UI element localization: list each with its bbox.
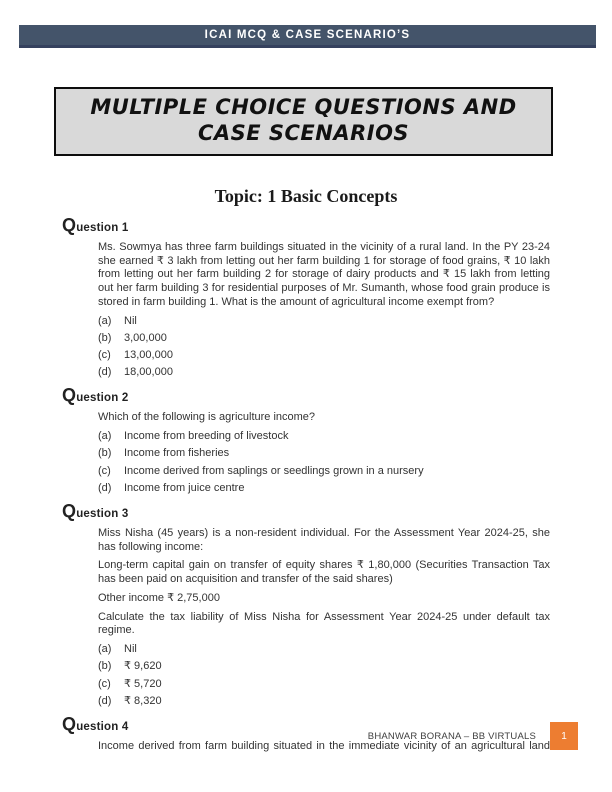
question-3-option-a	[98, 643, 550, 656]
question-3-text-4: Calculate the tax liability of Miss Nisha for Assessment Year 2024-25 under default tax regime.	[98, 610, 550, 637]
option-label: (a)	[98, 642, 112, 655]
question-2-option-d	[98, 482, 550, 495]
question-3-text-3: Other income ₹ 2,75,000	[98, 591, 220, 604]
page-footer	[368, 722, 578, 750]
question-1-option-a	[98, 315, 550, 328]
option-label: (b)	[98, 660, 112, 673]
option-label: (b)	[98, 331, 112, 344]
option-text: ₹ 9,620	[124, 660, 162, 673]
question-3-heading: Question 3	[62, 501, 129, 521]
question-3-option-d	[98, 695, 550, 708]
option-label: (c)	[98, 677, 111, 690]
question-4-text: Income derived from farm building situated in the immediate vicinity of an agricultural land	[98, 739, 550, 752]
option-text: ₹ 8,320	[124, 694, 162, 707]
option-text: Income from fisheries	[124, 447, 230, 460]
question-4-heading: Question 4	[62, 713, 129, 734]
option-label: (d)	[98, 366, 112, 379]
question-2-option-c	[98, 465, 550, 478]
questions-section	[62, 216, 550, 761]
question-3-text-1: Miss Nisha (45 years) is a non-resident individual. For the Assessment Year 2024-25, she has following income:	[98, 527, 550, 553]
question-3-option-b	[98, 660, 550, 673]
question-1-text: Ms. Sowmya has three farm buildings situated in the vicinity of a rural land. In the PY 23-24 she earned ₹ 3 lakh from letting out her farm building 1 for storage of food grains, ₹ 10 lakh from letting out her farm building 2 for storage of dairy products and ₹ 15 lakh from letting out her farm building 3 for residential purposes of Mr. Sumanth, whose food grain produce is stored in farm building 1. What is the amount of agricultural income exempt from?	[98, 241, 550, 308]
option-label: (c)	[98, 349, 111, 362]
option-text: Income from breeding of livestock	[124, 430, 289, 443]
question-block-1	[62, 216, 550, 379]
question-3-option-c	[98, 678, 550, 691]
question-1-heading: Question 1	[62, 215, 129, 235]
option-label: (d)	[98, 482, 112, 494]
header-title: ICAI MCQ & CASE SCENARIO’S	[204, 29, 411, 41]
question-2-option-a	[98, 430, 550, 443]
option-label: (c)	[98, 464, 111, 477]
question-block-3	[62, 502, 550, 708]
document-title-line2: CASE SCENARIOS	[197, 121, 410, 145]
option-label: (d)	[98, 694, 112, 707]
option-text: Income derived from saplings or seedlings grown in a nursery	[124, 464, 424, 477]
document-title-box	[54, 87, 553, 156]
question-1-body	[98, 241, 550, 379]
option-text: 13,00,000	[124, 349, 173, 362]
option-text: Income from juice centre	[124, 482, 245, 494]
option-label: (a)	[98, 314, 112, 327]
question-2-text: Which of the following is agriculture income?	[98, 411, 316, 424]
question-3-body	[98, 527, 550, 708]
footer-author-text: BHANWAR BORANA – BB VIRTUALS	[367, 730, 536, 742]
question-2-heading: Question 2	[62, 385, 129, 406]
option-text: Nil	[124, 642, 137, 655]
document-title-line1: MULTIPLE CHOICE QUESTIONS AND	[90, 95, 517, 119]
question-1-option-b	[98, 332, 550, 345]
question-2-option-b	[98, 447, 550, 460]
topic-heading: Topic: 1 Basic Concepts	[214, 186, 398, 206]
page-number-badge: 1	[550, 722, 578, 750]
question-block-2	[62, 386, 550, 495]
option-text: 3,00,000	[124, 331, 167, 344]
question-1-option-c	[98, 349, 550, 362]
question-3-text-2: Long-term capital gain on transfer of equity shares ₹ 1,80,000 (Securities Transaction Tax has been paid on acquisition and transfer of the said shares)	[98, 559, 550, 586]
option-text: ₹ 5,720	[124, 677, 162, 690]
question-1-option-d	[98, 366, 550, 379]
option-label: (b)	[98, 447, 112, 460]
page-header-bar	[19, 25, 596, 48]
option-text: 18,00,000	[124, 366, 173, 379]
option-text: Nil	[124, 314, 137, 327]
question-2-body	[98, 411, 550, 495]
option-label: (a)	[98, 430, 112, 443]
